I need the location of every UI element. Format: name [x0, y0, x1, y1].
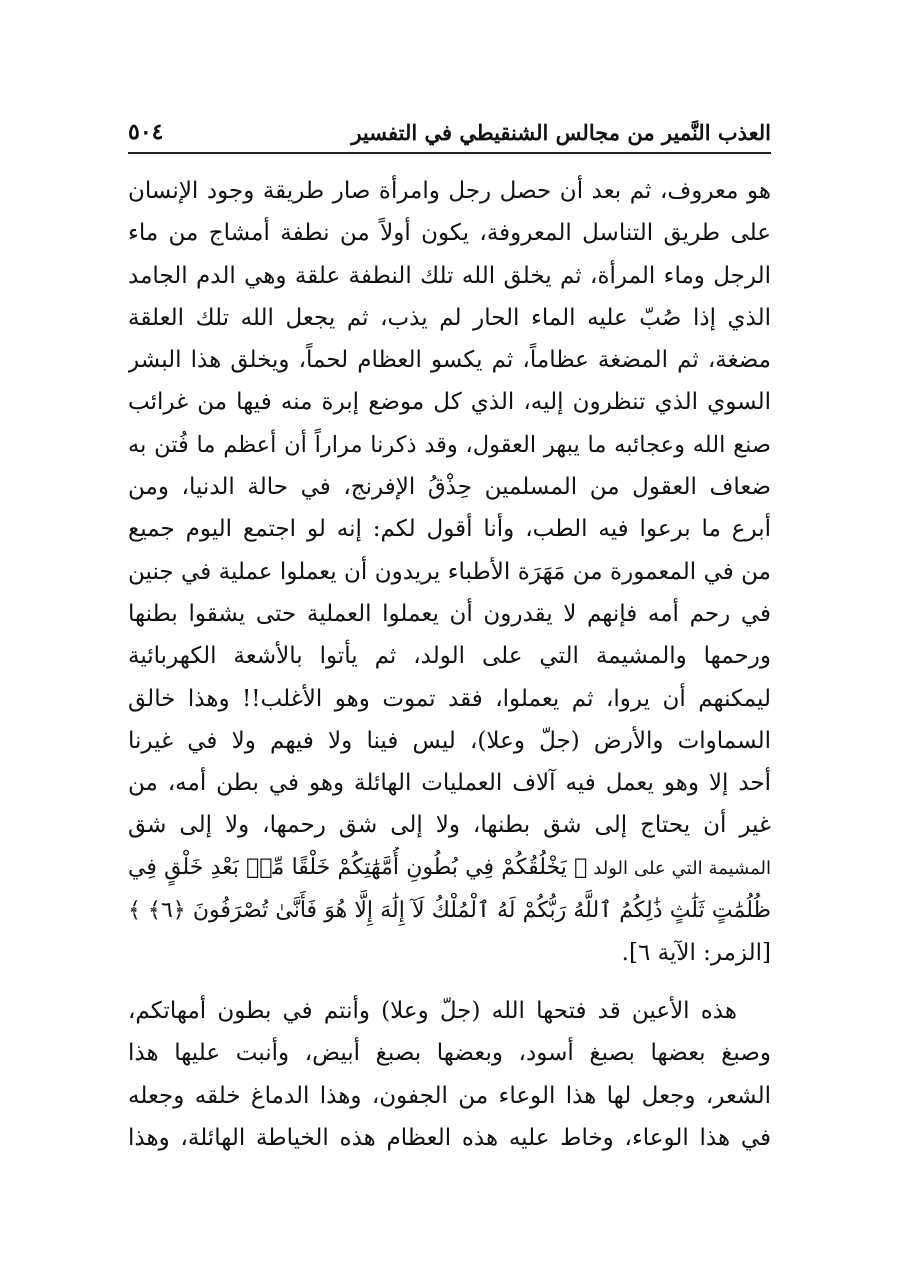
text-line: مضغة، ثم المضغة عظاماً، ثم يكسو العظام لحماً، ويخلق هذا البشر — [128, 347, 771, 374]
text-line: الرجل وماء المرأة، ثم يخلق الله تلك النطفة علقة وهي الدم الجامد — [128, 262, 771, 289]
paragraph-2 — [128, 990, 771, 1159]
text-line: ورحمها والمشيمة التي على الولد، ثم يأتوا بالأشعة الكهربائية — [128, 643, 771, 670]
page-number: ٥٠٤ — [128, 119, 164, 145]
text-line: في هذا الوعاء، وخاط عليه هذه العظام هذه الخياطة الهائلة، وهذا — [128, 1124, 771, 1151]
text-line: ليمكنهم أن يروا، ثم يعملوا، فقد تموت وهو الأغلب!! وهذا خالق — [128, 685, 771, 712]
text-line: غير أن يحتاج إلى شق بطنها، ولا إلى شق رحمها، ولا إلى شق — [128, 812, 771, 839]
quran-verse-part-2: ظُلُمَٰتٍ ثَلَٰثٍ ذَٰلِكُمُ ٱللَّهُ رَبُّكُمْ لَهُ ٱلْمُلْكُ لَآ إِلَٰهَ إِلَّا هُوَ فَأَنَّىٰ تُصْرَفُونَ ﴿٦﴾ ﴾ — [128, 898, 771, 924]
text-line: الشعر، وجعل لها هذا الوعاء من الجفون، وهذا الدماغ خلقه وجعله — [128, 1082, 771, 1109]
text-line: السماوات والأرض (جلّ وعلا)، ليس فينا ولا فيهم ولا في غيرنا — [128, 727, 771, 754]
paragraph-1 — [128, 170, 771, 975]
text-line: السوي الذي تنظرون إليه، الذي كل موضع إبرة منه فيها من غرائب — [128, 389, 771, 416]
text-line: أحد إلا وهو يعمل فيه آلاف العمليات الهائلة وهو في بطن أمه، من — [128, 770, 771, 797]
text-line: وصبغ بعضها بصبغ أسود، وبعضها بصبغ أبيض، وأنبت عليها هذا — [128, 1040, 771, 1067]
verse-line-1 — [128, 847, 771, 890]
text-line: على طريق التناسل المعروفة، يكون أولاً من نطفة أمشاج من ماء — [128, 220, 771, 247]
text-line: في رحم أمه فإنهم لا يقدرون أن يعملوا العملية حتى يشقوا بطنها — [128, 600, 771, 627]
header-divider — [128, 152, 771, 154]
running-title: العذب النَّمير من مجالس الشنقيطي في التفسير — [351, 119, 771, 145]
verse-citation: [الزمر: الآية ٦]. — [621, 940, 771, 967]
text-line: الذي إذا صُبّ عليه الماء الحار لم يذب، ثم يجعل الله تلك العلقة — [128, 304, 771, 331]
quran-verse-part-1: ﴿ يَخْلُقُكُمْ فِي بُطُونِ أُمَّهَٰتِكُمْ خَلْقًا مِّنۢ بَعْدِ خَلْقٍ فِي — [128, 854, 588, 880]
text-line: من في المعمورة من مَهَرَة الأطباء يريدون أن يعملوا عملية في جنين — [128, 558, 771, 585]
text-line: أبرع ما برعوا فيه الطب، وأنا أقول لكم: إنه لو اجتمع اليوم جميع — [128, 516, 771, 543]
page-header — [128, 112, 771, 152]
text-line: هذه الأعين قد فتحها الله (جلّ وعلا) وأنتم في بطون أمهاتكم، — [128, 998, 737, 1024]
text-line: ضعاف العقول من المسلمين حِذْقُ الإفرنج، في حالة الدنيا، ومن — [128, 474, 771, 501]
verse-intro: المشيمة التي على الولد — [593, 857, 771, 879]
text-line: صنع الله وعجائبه ما يبهر العقول، وقد ذكرنا مراراً أن أعظم ما فُتن به — [128, 431, 771, 458]
text-line: هو معروف، ثم بعد أن حصل رجل وامرأة صار طريقة وجود الإنسان — [128, 178, 771, 204]
